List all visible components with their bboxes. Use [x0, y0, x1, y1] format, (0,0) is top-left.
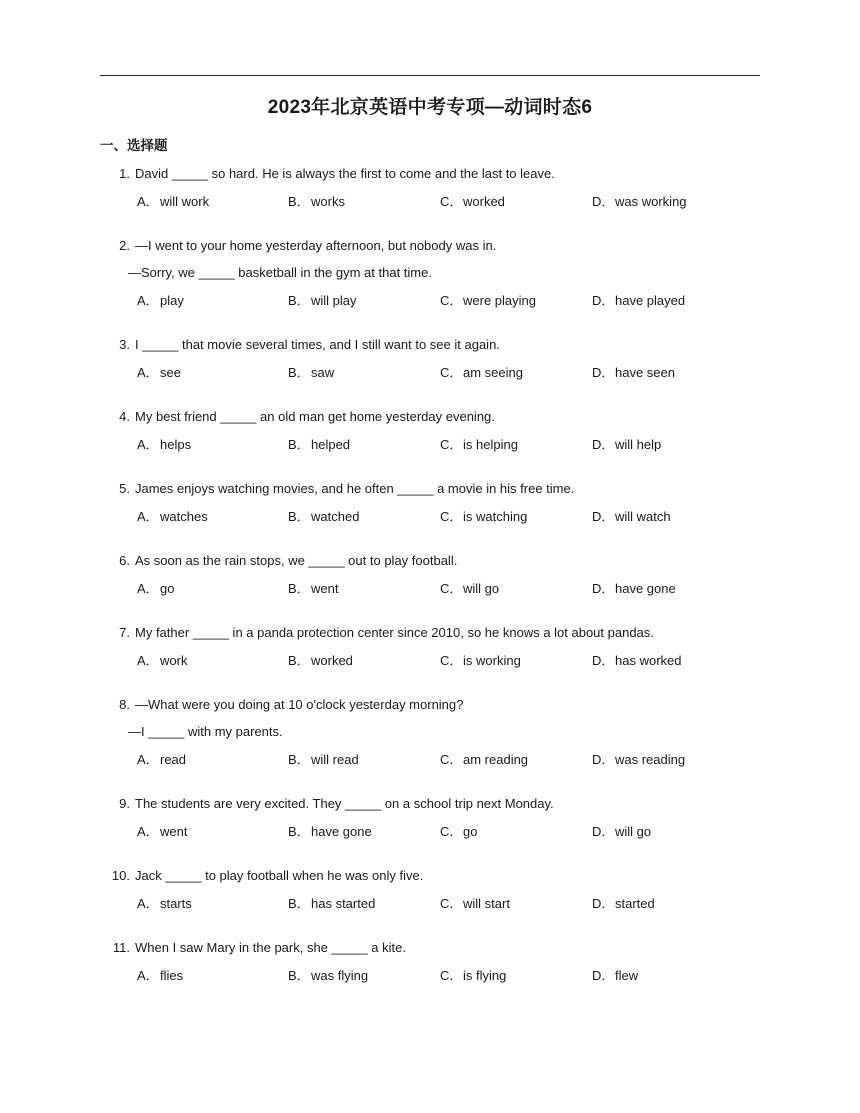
option-c — [440, 965, 506, 984]
option-text: will read — [311, 752, 359, 767]
question-stem: The students are very excited. They _____ on a school trip next Monday. — [135, 796, 554, 811]
option-text: flies — [160, 968, 184, 983]
option-text: is flying — [463, 968, 507, 983]
question-number: 4. — [119, 409, 130, 424]
question-stem: As soon as the rain stops, we _____ out to play football. — [135, 553, 458, 568]
option-text: was flying — [311, 968, 369, 983]
option-letter: B． — [288, 509, 310, 524]
option-letter: C． — [440, 194, 463, 209]
option-letter: D． — [592, 968, 615, 983]
option-text: helps — [160, 437, 192, 452]
option-letter: A． — [137, 653, 159, 668]
option-text: was working — [615, 194, 687, 209]
question-reply: —I _____ with my parents. — [128, 724, 283, 739]
option-text: is helping — [463, 437, 518, 452]
option-letter: A． — [137, 824, 159, 839]
option-text: flew — [615, 968, 639, 983]
option-row — [137, 362, 757, 380]
option-a — [137, 650, 187, 669]
option-b — [288, 749, 359, 768]
option-text: has worked — [615, 653, 682, 668]
question-stem: I _____ that movie several times, and I still want to see it again. — [135, 337, 500, 352]
option-letter: A． — [137, 437, 159, 452]
option-text: have seen — [615, 365, 675, 380]
option-letter: C． — [440, 653, 463, 668]
option-letter: B． — [288, 437, 310, 452]
option-text: go — [463, 824, 478, 839]
option-text: am seeing — [463, 365, 523, 380]
option-row — [137, 893, 757, 911]
option-a — [137, 965, 183, 984]
option-letter: B． — [288, 293, 310, 308]
option-c — [440, 893, 510, 912]
option-letter: C． — [440, 509, 463, 524]
option-letter: C． — [440, 896, 463, 911]
option-letter: D． — [592, 194, 615, 209]
option-text: is working — [463, 653, 521, 668]
option-letter: A． — [137, 365, 159, 380]
option-text: watches — [160, 509, 208, 524]
option-text: will watch — [615, 509, 671, 524]
option-text: have gone — [311, 824, 372, 839]
option-b — [288, 650, 353, 669]
question-stem: David _____ so hard. He is always the first to come and the last to leave. — [135, 166, 555, 181]
option-text: went — [311, 581, 339, 596]
option-d — [592, 434, 661, 453]
option-letter: C． — [440, 293, 463, 308]
question-stem: —I went to your home yesterday afternoon, but nobody was in. — [135, 238, 497, 253]
option-row — [137, 650, 757, 668]
option-letter: C． — [440, 824, 463, 839]
option-text: work — [160, 653, 188, 668]
question-number: 5. — [119, 481, 130, 496]
option-a — [137, 893, 192, 912]
option-b — [288, 506, 359, 525]
option-a — [137, 506, 208, 525]
option-c — [440, 506, 527, 525]
option-c — [440, 191, 505, 210]
option-letter: A． — [137, 896, 159, 911]
section-heading: 一、选择题 — [100, 138, 168, 153]
option-text: went — [160, 824, 188, 839]
option-d — [592, 191, 687, 210]
option-text: will start — [463, 896, 510, 911]
option-letter: D． — [592, 896, 615, 911]
option-letter: A． — [137, 581, 159, 596]
option-d — [592, 362, 675, 381]
question-number: 9. — [119, 796, 130, 811]
option-letter: B． — [288, 896, 310, 911]
option-a — [137, 290, 184, 309]
option-letter: C． — [440, 968, 463, 983]
option-row — [137, 506, 757, 524]
option-letter: D． — [592, 581, 615, 596]
option-row — [137, 749, 757, 767]
option-letter: C． — [440, 365, 463, 380]
option-letter: B． — [288, 653, 310, 668]
option-text: have gone — [615, 581, 676, 596]
option-text: am reading — [463, 752, 529, 767]
option-d — [592, 749, 685, 768]
option-b — [288, 290, 357, 309]
option-letter: B． — [288, 581, 310, 596]
option-a — [137, 191, 209, 210]
option-text: helped — [311, 437, 351, 452]
option-text: have played — [615, 293, 686, 308]
question-stem: My father _____ in a panda protection center since 2010, so he knows a lot about pandas. — [135, 625, 654, 640]
option-a — [137, 821, 187, 840]
question-number: 3. — [119, 337, 130, 352]
option-letter: D． — [592, 824, 615, 839]
question-number: 8. — [119, 697, 130, 712]
option-c — [440, 578, 499, 597]
option-c — [440, 290, 536, 309]
option-d — [592, 506, 671, 525]
option-letter: A． — [137, 293, 159, 308]
option-c — [440, 362, 523, 381]
option-text: read — [160, 752, 187, 767]
option-text: worked — [463, 194, 505, 209]
option-b — [288, 578, 338, 597]
question-number: 2. — [119, 238, 130, 253]
option-a — [137, 434, 191, 453]
option-text: was reading — [615, 752, 686, 767]
option-a — [137, 749, 186, 768]
option-c — [440, 749, 528, 768]
option-text: play — [160, 293, 184, 308]
option-row — [137, 821, 757, 839]
option-c — [440, 650, 521, 669]
option-text: will help — [615, 437, 662, 452]
option-letter: A． — [137, 509, 159, 524]
option-letter: A． — [137, 194, 159, 209]
option-text: see — [160, 365, 181, 380]
question-number: 7. — [119, 625, 130, 640]
option-d — [592, 893, 655, 912]
option-text: will play — [311, 293, 357, 308]
option-letter: D． — [592, 293, 615, 308]
question-number: 11. — [112, 940, 130, 955]
question-number: 1. — [119, 166, 130, 181]
option-d — [592, 290, 685, 309]
option-text: will work — [160, 194, 210, 209]
option-text: watched — [311, 509, 360, 524]
option-b — [288, 965, 368, 984]
option-c — [440, 434, 518, 453]
question-stem: Jack _____ to play football when he was only five. — [135, 868, 424, 883]
option-letter: B． — [288, 752, 310, 767]
question-stem: James enjoys watching movies, and he often _____ a movie in his free time. — [135, 481, 575, 496]
option-text: go — [160, 581, 175, 596]
option-letter: A． — [137, 752, 159, 767]
option-b — [288, 191, 345, 210]
option-text: were playing — [463, 293, 536, 308]
option-text: saw — [311, 365, 335, 380]
option-row — [137, 191, 757, 209]
option-row — [137, 434, 757, 452]
option-letter: D． — [592, 437, 615, 452]
option-letter: B． — [288, 968, 310, 983]
option-d — [592, 965, 638, 984]
question-reply: —Sorry, we _____ basketball in the gym at that time. — [128, 265, 432, 280]
option-d — [592, 578, 676, 597]
option-letter: D． — [592, 752, 615, 767]
option-letter: B． — [288, 824, 310, 839]
option-b — [288, 821, 372, 840]
option-c — [440, 821, 477, 840]
option-text: will go — [463, 581, 500, 596]
option-row — [137, 965, 757, 983]
option-letter: B． — [288, 365, 310, 380]
option-letter: C． — [440, 581, 463, 596]
option-d — [592, 650, 681, 669]
option-letter: C． — [440, 752, 463, 767]
option-letter: D． — [592, 365, 615, 380]
option-text: started — [615, 896, 655, 911]
question-number: 10. — [111, 868, 130, 883]
option-text: is watching — [463, 509, 528, 524]
question-stem: When I saw Mary in the park, she _____ a kite. — [135, 940, 406, 955]
option-d — [592, 821, 651, 840]
option-letter: D． — [592, 653, 615, 668]
question-stem: My best friend _____ an old man get home yesterday evening. — [135, 409, 495, 424]
option-b — [288, 362, 334, 381]
option-letter: D． — [592, 509, 615, 524]
option-b — [288, 434, 350, 453]
option-a — [137, 362, 181, 381]
option-text: works — [311, 194, 345, 209]
option-text: starts — [160, 896, 192, 911]
option-letter: C． — [440, 437, 463, 452]
question-stem: —What were you doing at 10 o'clock yesterday morning? — [135, 697, 464, 712]
option-letter: B． — [288, 194, 310, 209]
question-number: 6. — [119, 553, 130, 568]
option-row — [137, 578, 757, 596]
option-text: worked — [311, 653, 353, 668]
option-text: will go — [615, 824, 652, 839]
option-a — [137, 578, 174, 597]
page-title: 2023年北京英语中考专项—动词时态6 — [267, 97, 593, 118]
option-row — [137, 290, 757, 308]
header-rule — [100, 75, 760, 76]
option-b — [288, 893, 375, 912]
option-letter: A． — [137, 968, 159, 983]
option-text: has started — [311, 896, 376, 911]
